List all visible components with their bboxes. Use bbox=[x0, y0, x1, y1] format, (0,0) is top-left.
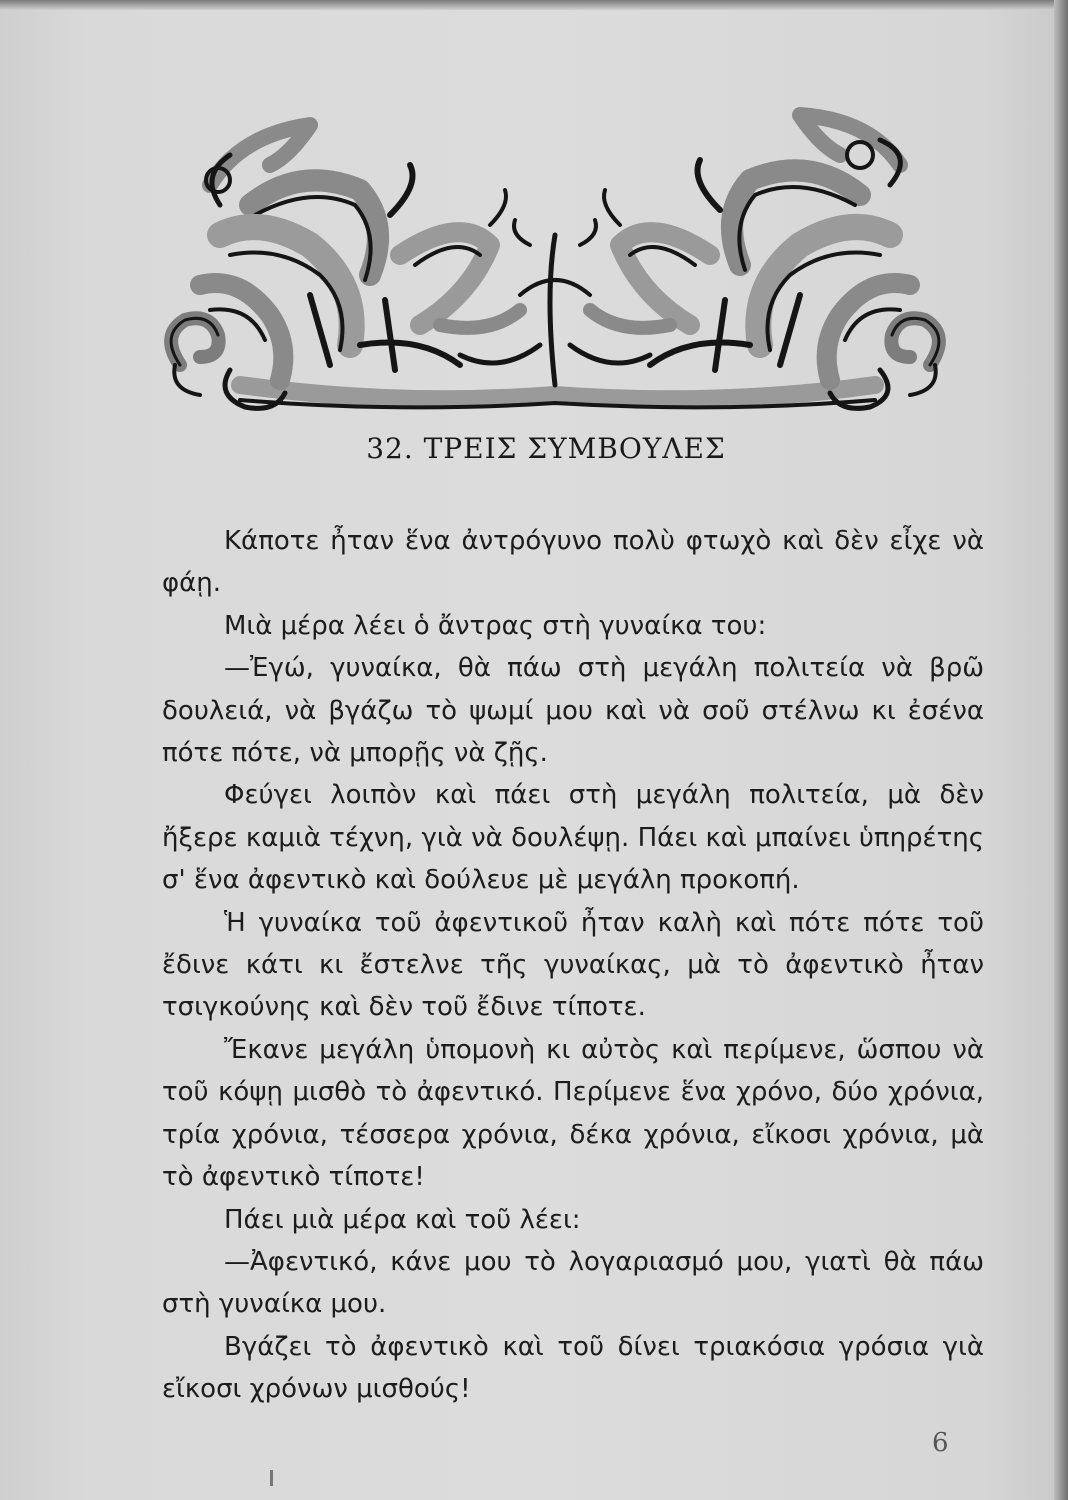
page-signature-mark: 6 bbox=[932, 1428, 949, 1458]
paragraph-8: —Ἀφεντικό, κάνε μου τὸ λογαριασμό μου, γιατὶ θὰ πάω στὴ γυναίκα μου. bbox=[162, 1246, 984, 1320]
paragraph-4: Φεύγει λοιπὸν καὶ πάει στὴ μεγάλη πολιτεία, μὰ δὲν ἤξερε καμιὰ τέχνη, γιὰ νὰ δουλέψῃ. Πάει καὶ μπαίνει ὑπηρέτης σ' ἕνα ἀφεντικὸ καὶ δούλευε μὲ μεγάλη προκοπή. bbox=[162, 780, 984, 896]
page-right-edge bbox=[1054, 0, 1068, 1500]
print-smudge bbox=[270, 1470, 273, 1486]
paragraph-3: —Ἐγώ, γυναίκα, θὰ πάω στὴ μεγάλη πολιτεία νὰ βρῶ δουλειά, νὰ βγάζω τὸ ψωμί μου καὶ νὰ σοῦ στέλνω κι ἐσένα πότε πότε, νὰ μπορῇς νὰ ζῇς. bbox=[162, 653, 984, 769]
story-body bbox=[162, 520, 984, 1411]
floral-ornament-headpiece bbox=[160, 95, 950, 425]
paragraph-7: Πάει μιὰ μέρα καὶ τοῦ λέει: bbox=[224, 1204, 581, 1235]
story-title bbox=[0, 432, 1068, 465]
paragraph-1: Κάποτε ἦταν ἕνα ἀντρόγυνο πολὺ φτωχὸ καὶ δὲν εἶχε νὰ φάῃ. bbox=[162, 526, 984, 599]
paragraph-9: Βγάζει τὸ ἀφεντικὸ καὶ τοῦ δίνει τριακόσια γρόσια γιὰ εἴκοσι χρόνων μισθούς! bbox=[162, 1331, 984, 1405]
paragraph-5: Ἡ γυναίκα τοῦ ἀφεντικοῦ ἦταν καλὴ καὶ πότε πότε τοῦ ἔδινε κάτι κι ἔστελνε τῆς γυναίκας, μὰ τὸ ἀφεντικὸ ἦταν τσιγκούνης καὶ δὲν τοῦ ἔδινε τίποτε. bbox=[162, 907, 984, 1023]
page-top-shadow bbox=[0, 0, 1068, 10]
paragraph-6: Ἔκανε μεγάλη ὑπομονὴ κι αὐτὸς καὶ περίμενε, ὥσπου νὰ τοῦ κόψῃ μισθὸ τὸ ἀφεντικό. Περίμενε ἕνα χρόνο, δύο χρόνια, τρία χρόνια, τέσσερα χρόνια, δέκα χρόνια, εἴκοσι χρόνια, μὰ τὸ ἀφεντικὸ τίποτε! bbox=[162, 1034, 984, 1193]
paragraph-2: Μιὰ μέρα λέει ὁ ἄντρας στὴ γυναίκα του: bbox=[224, 610, 767, 641]
story-title-text: 32. ΤΡΕΙΣ ΣΥΜΒΟΥΛΕΣ bbox=[366, 432, 726, 465]
